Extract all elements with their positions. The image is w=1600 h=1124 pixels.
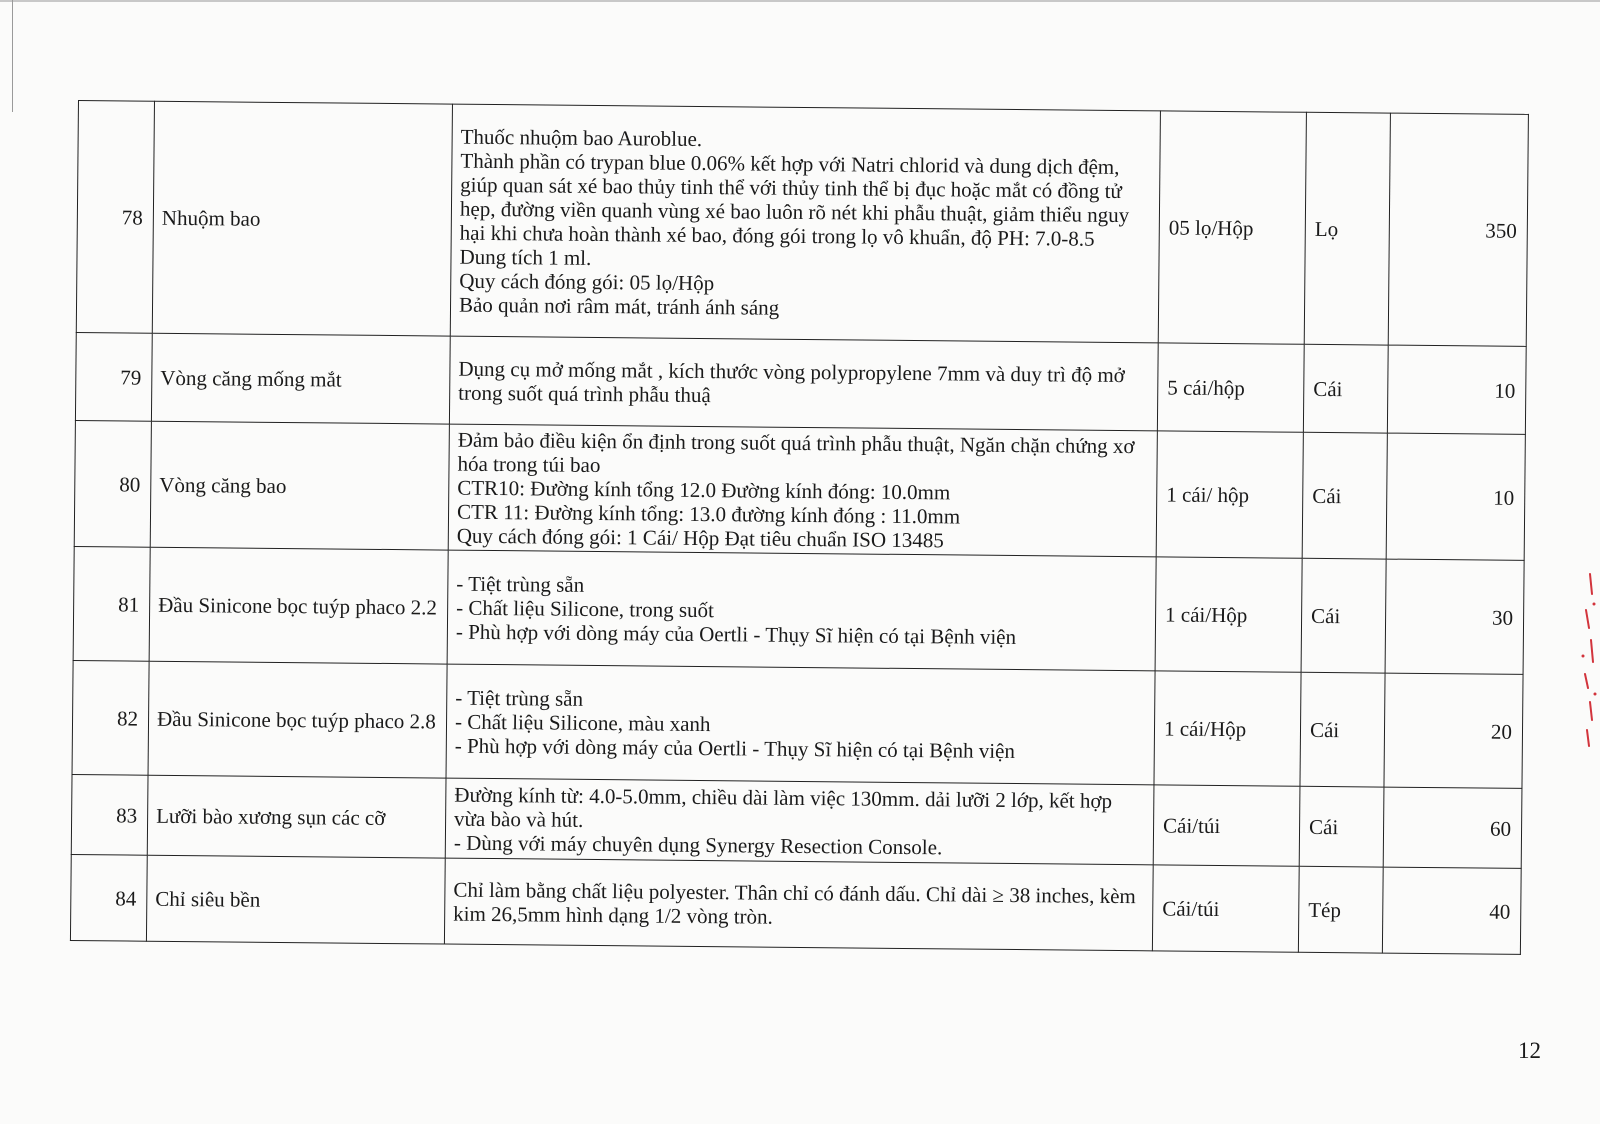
spec-line: Dụng cụ mở mống mắt , kích thước vòng polypropylene 7mm và duy trì độ mở trong suốt quá trình phẫu thuậ	[458, 356, 1125, 407]
table-row	[73, 546, 1524, 674]
left-margin-rule	[12, 0, 13, 112]
unit: Cái	[1300, 672, 1385, 787]
quantity: 40	[1382, 867, 1521, 954]
quantity: 30	[1385, 559, 1524, 674]
quantity: 60	[1383, 787, 1522, 868]
packaging: 1 cái/Hộp	[1155, 557, 1302, 672]
spec-line: Quy cách đóng gói: 05 lọ/Hộp	[459, 268, 715, 295]
unit: Cái	[1303, 344, 1388, 433]
item-name: Lưỡi bào xương sụn các cỡ	[147, 775, 446, 858]
row-number: 81	[73, 546, 150, 661]
spec-line: - Phù hợp với dòng máy của Oertli - Thụy Sĩ hiện có tại Bệnh viện	[454, 733, 1016, 763]
spec-line: Đảm bảo điều kiện ổn định trong suốt quá trình phẫu thuật, Ngăn chặn chứng xơ hóa trong túi bao	[457, 427, 1135, 477]
item-name: Nhuộm bao	[152, 101, 452, 336]
spec-line: - Tiệt trùng sẵn	[455, 685, 584, 711]
spec-line: Dung tích 1 ml.	[459, 244, 592, 270]
spec-line: Chỉ làm bằng chất liệu polyester. Thân chỉ có đánh dấu. Chỉ dài ≥ 38 inches, kèm kim 26,5mm hình dạng 1/2 vòng tròn.	[453, 877, 1136, 929]
unit: Lọ	[1304, 112, 1390, 345]
item-name: Vòng căng bao	[150, 421, 449, 550]
quantity: 20	[1384, 673, 1523, 788]
row-number: 78	[76, 101, 154, 334]
quantity: 350	[1388, 113, 1528, 346]
item-spec	[447, 550, 1156, 671]
table-row	[74, 420, 1525, 560]
spec-line: Quy cách đóng gói: 1 Cái/ Hộp Đạt tiêu chuẩn ISO 13485	[456, 523, 944, 552]
table-row	[76, 101, 1528, 347]
table-row	[72, 660, 1523, 788]
document-page	[70, 100, 1528, 955]
unit: Cái	[1299, 786, 1384, 867]
item-spec	[450, 104, 1160, 343]
seal-stroke	[1585, 574, 1593, 746]
page-number: 12	[1518, 1038, 1541, 1063]
spec-line: CTR 11: Đường kính tổng: 13.0 đường kính đóng : 11.0mm	[456, 499, 961, 528]
spec-line: - Dùng với máy chuyên dụng Synergy Resection Console.	[453, 830, 943, 859]
item-spec	[446, 664, 1155, 785]
top-rule	[0, 0, 1600, 2]
spec-line: - Phù hợp với dòng máy của Oertli - Thụy Sĩ hiện có tại Bệnh viện	[455, 619, 1017, 649]
item-spec	[448, 424, 1157, 557]
packaging: Cái/túi	[1153, 785, 1300, 866]
row-number: 84	[70, 854, 147, 941]
packaging: Cái/túi	[1152, 865, 1299, 952]
equipment-table	[70, 100, 1529, 955]
red-seal-stamp-edge	[1576, 570, 1600, 760]
spec-line: Bảo quản nơi râm mát, tránh ánh sáng	[458, 292, 780, 320]
row-number: 83	[71, 774, 148, 855]
item-name: Vòng căng mống mắt	[151, 333, 450, 424]
table-row	[71, 774, 1522, 868]
unit: Cái	[1302, 432, 1387, 559]
spec-line: Thuốc nhuộm bao Auroblue.	[460, 124, 703, 151]
item-name: Đầu Sinicone bọc tuýp phaco 2.2	[149, 547, 448, 664]
spec-line: - Chất liệu Silicone, màu xanh	[454, 709, 711, 736]
item-spec	[444, 858, 1153, 951]
packaging: 5 cái/hộp	[1157, 343, 1304, 432]
quantity: 10	[1386, 433, 1525, 560]
seal-dot	[1582, 655, 1585, 658]
row-number: 80	[74, 420, 151, 547]
spec-line: Đường kính từ: 4.0-5.0mm, chiều dài làm việc 130mm. dải lưỡi 2 lớp, kết hợp vừa bào và hút.	[454, 782, 1113, 832]
seal-dot	[1593, 603, 1596, 606]
table-row	[70, 854, 1521, 954]
quantity: 10	[1387, 345, 1526, 434]
packaging: 1 cái/ hộp	[1156, 431, 1303, 558]
item-name: Chỉ siêu bền	[146, 855, 445, 944]
seal-dot	[1594, 693, 1597, 696]
spec-line: Thành phần có trypan blue 0.06% kết hợp với Natri chlorid và dung dịch đệm, giúp quan sát xé bao thủy tinh thể với thủy tinh thể bị đục hoặc mắt có đồng tử hẹp, đường viền quanh vùng xé bao luôn rõ nét khi phẫu thuật, giảm thiểu nguy hại khi chưa hoàn thành xé bao, đóng gói trong lọ vô khuẩn, độ PH: 7.0-8.5	[459, 148, 1130, 251]
spec-line: - Chất liệu Silicone, trong suốt	[456, 595, 715, 622]
spec-line: - Tiệt trùng sẵn	[456, 571, 585, 597]
item-spec	[449, 336, 1158, 431]
unit: Tép	[1298, 866, 1383, 953]
table-row	[75, 332, 1526, 434]
row-number: 79	[75, 332, 152, 421]
packaging: 1 cái/Hộp	[1154, 671, 1301, 786]
row-number: 82	[72, 660, 149, 775]
item-name: Đầu Sinicone bọc tuýp phaco 2.8	[148, 661, 447, 778]
item-spec	[445, 778, 1154, 865]
spec-line: CTR10: Đường kính tổng 12.0 Đường kính đóng: 10.0mm	[457, 475, 951, 504]
packaging: 05 lọ/Hộp	[1158, 111, 1306, 344]
unit: Cái	[1301, 558, 1386, 673]
